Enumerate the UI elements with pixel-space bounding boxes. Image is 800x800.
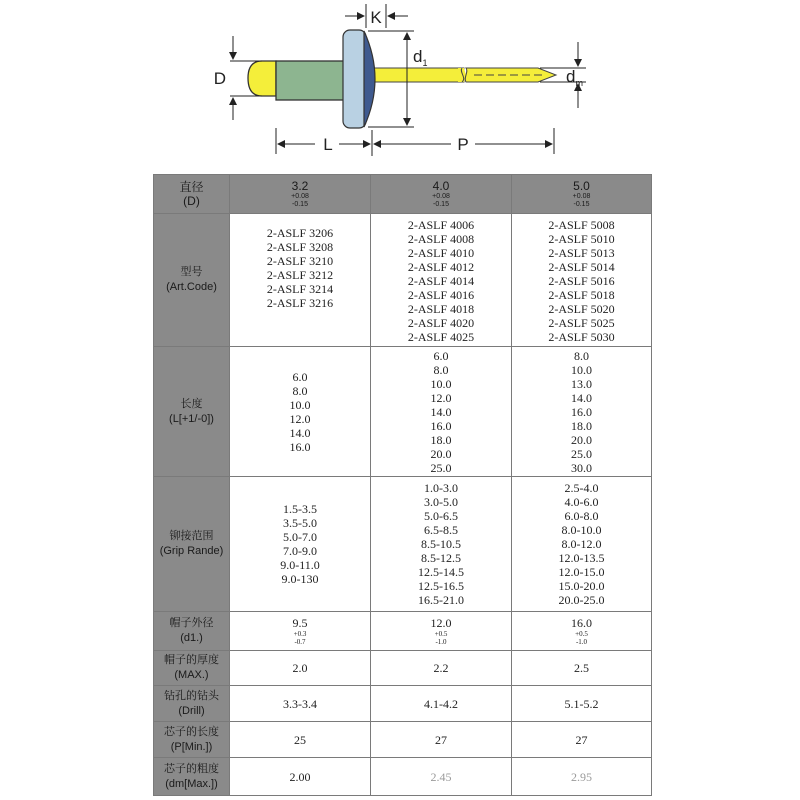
- list-item: 8.5-10.5: [421, 537, 461, 551]
- head-thickness-col-2: 2.2: [371, 651, 512, 686]
- list-item: 2-ASLF 4018: [407, 302, 475, 316]
- head-thickness-col-3: 2.5: [512, 651, 652, 686]
- dimension-k: [345, 4, 408, 28]
- spec-table: [153, 174, 652, 796]
- list-item: 13.0: [571, 376, 592, 391]
- mandrel-diameter-col-3: 2.95: [512, 758, 652, 796]
- label-length: 长度 (L[+1/-0]): [154, 347, 230, 477]
- label-dm: $d_m$: [566, 67, 583, 88]
- drill-col-3: 5.1-5.2: [512, 686, 652, 722]
- list-item: 12.5-16.5: [418, 579, 464, 593]
- head-diameter-col-2: 12.0 +0.5 -1.0: [371, 612, 512, 651]
- list-item: 2-ASLF 3212: [266, 268, 334, 282]
- length-col-2: [371, 347, 512, 477]
- list-item: 12.0: [289, 411, 311, 426]
- list-item: 2-ASLF 4025: [407, 330, 475, 344]
- list-item: 2.5-4.0: [564, 481, 599, 495]
- list-item: 2-ASLF 5016: [548, 274, 615, 288]
- value-list: [512, 349, 651, 475]
- list-item: 18.0: [430, 432, 452, 447]
- list-item: 20.0: [571, 432, 592, 447]
- list-item: 9.0-11.0: [280, 558, 320, 572]
- value-list: [512, 481, 651, 607]
- list-item: 8.0: [433, 362, 449, 377]
- rivet-diagram: [0, 0, 800, 170]
- list-item: 2-ASLF 4008: [407, 232, 475, 246]
- list-item: 14.0: [430, 404, 452, 419]
- label-drill: 钻孔的钻头 (Drill): [154, 686, 230, 722]
- list-item: 6.0: [292, 369, 308, 384]
- list-item: 8.0: [574, 348, 589, 363]
- list-item: 20.0: [430, 446, 452, 461]
- diameter-col-3: 5.0 +0.08 -0.15: [512, 175, 652, 214]
- list-item: 25.0: [571, 446, 592, 461]
- value-list: [371, 481, 511, 607]
- grip-range-col-2: [371, 477, 512, 612]
- value-list: [230, 370, 370, 454]
- list-item: 16.0: [289, 439, 311, 454]
- art-code-col-3: [512, 214, 652, 347]
- list-item: 2-ASLF 3206: [266, 226, 334, 240]
- mandrel-length-col-2: 27: [371, 722, 512, 758]
- label-d1: $d_1$: [413, 47, 428, 68]
- mandrel-head: [248, 61, 276, 96]
- list-item: 2-ASLF 5025: [548, 316, 615, 330]
- list-item: 12.5-14.5: [418, 565, 464, 579]
- list-item: 2-ASLF 5008: [548, 218, 615, 232]
- list-item: 3.5-5.0: [283, 516, 317, 530]
- list-item: 2-ASLF 4014: [407, 274, 475, 288]
- grip-range-col-1: [230, 477, 371, 612]
- value-list: [230, 226, 370, 310]
- list-item: 2-ASLF 3216: [266, 296, 334, 310]
- list-item: 2-ASLF 5030: [548, 330, 615, 344]
- value-list: [371, 349, 511, 475]
- rivet-head: [343, 30, 375, 128]
- list-item: 7.0-9.0: [283, 544, 317, 558]
- list-item: 14.0: [289, 425, 311, 440]
- list-item: 9.0-130: [281, 572, 319, 586]
- head-thickness-col-1: 2.0: [230, 651, 371, 686]
- list-item: 12.0-15.0: [558, 565, 605, 579]
- list-item: 30.0: [571, 460, 592, 475]
- list-item: 2-ASLF 4006: [407, 218, 475, 232]
- mandrel-diameter-col-1: 2.00: [230, 758, 371, 796]
- list-item: 1.0-3.0: [424, 481, 458, 495]
- drill-col-1: 3.3-3.4: [230, 686, 371, 722]
- list-item: 2-ASLF 5010: [548, 232, 615, 246]
- value-list: [512, 218, 651, 344]
- list-item: 5.0-6.5: [424, 509, 458, 523]
- diameter-col-2: 4.0 +0.08 -0.15: [371, 175, 512, 214]
- label-p: P: [457, 135, 469, 154]
- list-item: 14.0: [571, 390, 592, 405]
- list-item: 6.5-8.5: [424, 523, 458, 537]
- list-item: 8.0: [292, 383, 308, 398]
- label-art-code: 型号 (Art.Code): [154, 214, 230, 347]
- label-head-diameter: 帽子外径 (d1.): [154, 612, 230, 651]
- value-list: [371, 218, 511, 344]
- row-mandrel-length: [154, 722, 652, 758]
- rivet-body: [276, 61, 344, 100]
- mandrel-length-col-3: 27: [512, 722, 652, 758]
- grip-range-col-3: [512, 477, 652, 612]
- list-item: 2-ASLF 4016: [407, 288, 475, 302]
- list-item: 25.0: [430, 460, 452, 475]
- list-item: 16.0: [430, 418, 452, 433]
- length-col-1: [230, 347, 371, 477]
- row-grip-range: [154, 477, 652, 612]
- list-item: 8.0-12.0: [561, 537, 602, 551]
- list-item: 10.0: [571, 362, 592, 377]
- list-item: 16.0: [571, 404, 592, 419]
- row-head-diameter: [154, 612, 652, 651]
- list-item: 1.5-3.5: [283, 502, 317, 516]
- mandrel-shaft: [372, 68, 556, 82]
- list-item: 18.0: [571, 418, 592, 433]
- list-item: 8.0-10.0: [561, 523, 602, 537]
- list-item: 2-ASLF 4012: [407, 260, 475, 274]
- label-d: D: [213, 69, 226, 88]
- row-mandrel-diameter: [154, 758, 652, 796]
- list-item: 4.0-6.0: [564, 495, 599, 509]
- label-mandrel-diameter: 芯子的粗度 (dm[Max.]): [154, 758, 230, 796]
- list-item: 2-ASLF 5018: [548, 288, 615, 302]
- label-grip-range: 铆接范围 (Grip Rande): [154, 477, 230, 612]
- list-item: 16.5-21.0: [418, 593, 464, 607]
- label-head-thickness: 帽子的厚度 (MAX.): [154, 651, 230, 686]
- list-item: 2-ASLF 5014: [548, 260, 615, 274]
- list-item: 2-ASLF 3214: [266, 282, 334, 296]
- list-item: 2-ASLF 5013: [548, 246, 615, 260]
- value-list: [230, 502, 370, 586]
- label-mandrel-length: 芯子的长度 (P[Min.]): [154, 722, 230, 758]
- list-item: 2-ASLF 5020: [548, 302, 615, 316]
- dimension-l: [276, 128, 372, 156]
- mandrel-length-col-1: 25: [230, 722, 371, 758]
- dimension-p: [374, 128, 554, 154]
- label-k: K: [370, 8, 382, 27]
- mandrel-diameter-col-2: 2.45: [371, 758, 512, 796]
- list-item: 2-ASLF 3208: [266, 240, 334, 254]
- list-item: 12.0: [430, 390, 452, 405]
- list-item: 20.0-25.0: [558, 593, 605, 607]
- list-item: 10.0: [289, 397, 311, 412]
- list-item: 8.5-12.5: [421, 551, 461, 565]
- art-code-col-1: [230, 214, 371, 347]
- row-art-code: [154, 214, 652, 347]
- label-l: L: [323, 135, 333, 154]
- list-item: 3.0-5.0: [424, 495, 458, 509]
- list-item: 15.0-20.0: [558, 579, 605, 593]
- row-drill: [154, 686, 652, 722]
- list-item: 6.0: [433, 348, 449, 363]
- label-diameter: 直径 (D): [154, 175, 230, 214]
- length-col-3: [512, 347, 652, 477]
- list-item: 6.0-8.0: [564, 509, 599, 523]
- row-length: [154, 347, 652, 477]
- list-item: 2-ASLF 4020: [407, 316, 475, 330]
- drill-col-2: 4.1-4.2: [371, 686, 512, 722]
- art-code-col-2: [371, 214, 512, 347]
- head-diameter-col-3: 16.0 +0.5 -1.0: [512, 612, 652, 651]
- header-row: [154, 175, 652, 214]
- list-item: 5.0-7.0: [283, 530, 317, 544]
- list-item: 10.0: [430, 376, 452, 391]
- row-head-thickness: [154, 651, 652, 686]
- diameter-col-1: 3.2 +0.08 -0.15: [230, 175, 371, 214]
- head-diameter-col-1: 9.5 +0.3 -0.7: [230, 612, 371, 651]
- list-item: 2-ASLF 3210: [266, 254, 334, 268]
- list-item: 12.0-13.5: [558, 551, 605, 565]
- list-item: 2-ASLF 4010: [407, 246, 475, 260]
